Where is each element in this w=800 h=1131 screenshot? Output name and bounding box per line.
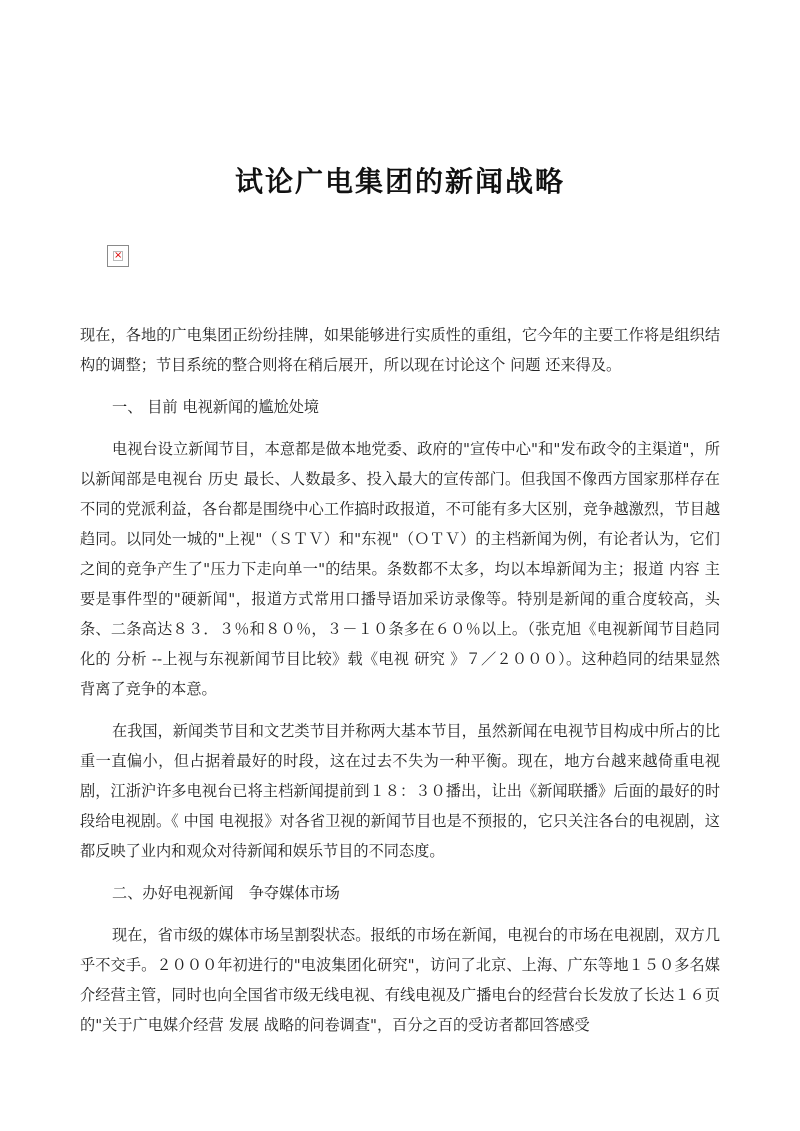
paragraph: 电视台设立新闻节目，本意都是做本地党委、政府的"宣传中心"和"发布政令的主渠道"，所以新闻部是电视台 历史 最长、人数最多、投入最大的宣传部门。但我国不像西方国家那样存在不同的党派利益，各台都是围绕中心工作搞时政报道，不可能有多大区别，竞争越激烈，节目越趋同。以同处一城的"上视"（ＳＴＶ）和"东视"（ＯＴＶ）的主档新闻为例，有论者认为，它们之间的竞争产生了"压力下走向单一"的结果。条数都不太多，均以本埠新闻为主；报道 内容 主要是事件型的"硬新闻"，报道方式常用口播导语加采访录像等。特别是新闻的重合度较高，头条、二条高达８３．３％和８０％，３－１０条多在６０％以上。（张克旭《电视新闻节目趋同化的 分析 --上视与东视新闻节目比较》载《电视 研究 》７／２０００）。这种趋同的结果显然背离了竞争的本意。: [80, 440, 720, 698]
paragraph: 现在，省市级的媒体市场呈割裂状态。报纸的市场在新闻，电视台的市场在电视剧，双方几乎不交手。２０００年初进行的"电波集团化研究"，访问了北京、上海、广东等地１５０多名媒介经营主管，同时也向全国省市级无线电视、有线电视及广播电台的经营台长发放了长达１６页的"关于广电媒介经营 发展 战略的问卷调查"，百分之百的受访者都回答感受: [80, 926, 720, 1034]
broken-image-x-mark: ×: [114, 250, 123, 261]
paragraph-intro: 现在，各地的广电集团正纷纷挂牌，如果能够进行实质性的重组，它今年的主要工作将是组织结构的调整；节目系统的整合则将在稍后展开，所以现在讨论这个 问题 还来得及。: [80, 326, 720, 374]
broken-image-icon: [107, 245, 129, 267]
document-title: 试论广电集团的新闻战略: [234, 165, 565, 198]
document-body: [80, 320, 720, 1052]
paragraph: 在我国，新闻类节目和文艺类节目并称两大基本节目，虽然新闻在电视节目构成中所占的比重一直偏小，但占据着最好的时段，这在过去不失为一种平衡。现在，地方台越来越倚重电视剧，江浙沪许多电视台已将主档新闻提前到１８：３０播出，让出《新闻联播》后面的最好的时段给电视剧。《 中国 电视报》对各省卫视的新闻节目也是不预报的，它只关注各台的电视剧，这都反映了业内和观众对待新闻和娱乐节目的不同态度。: [80, 722, 720, 860]
section-heading-2: 二、办好电视新闻 争夺媒体市场: [112, 884, 340, 902]
section-heading-1: 一、 目前 电视新闻的尴尬处境: [112, 398, 320, 416]
